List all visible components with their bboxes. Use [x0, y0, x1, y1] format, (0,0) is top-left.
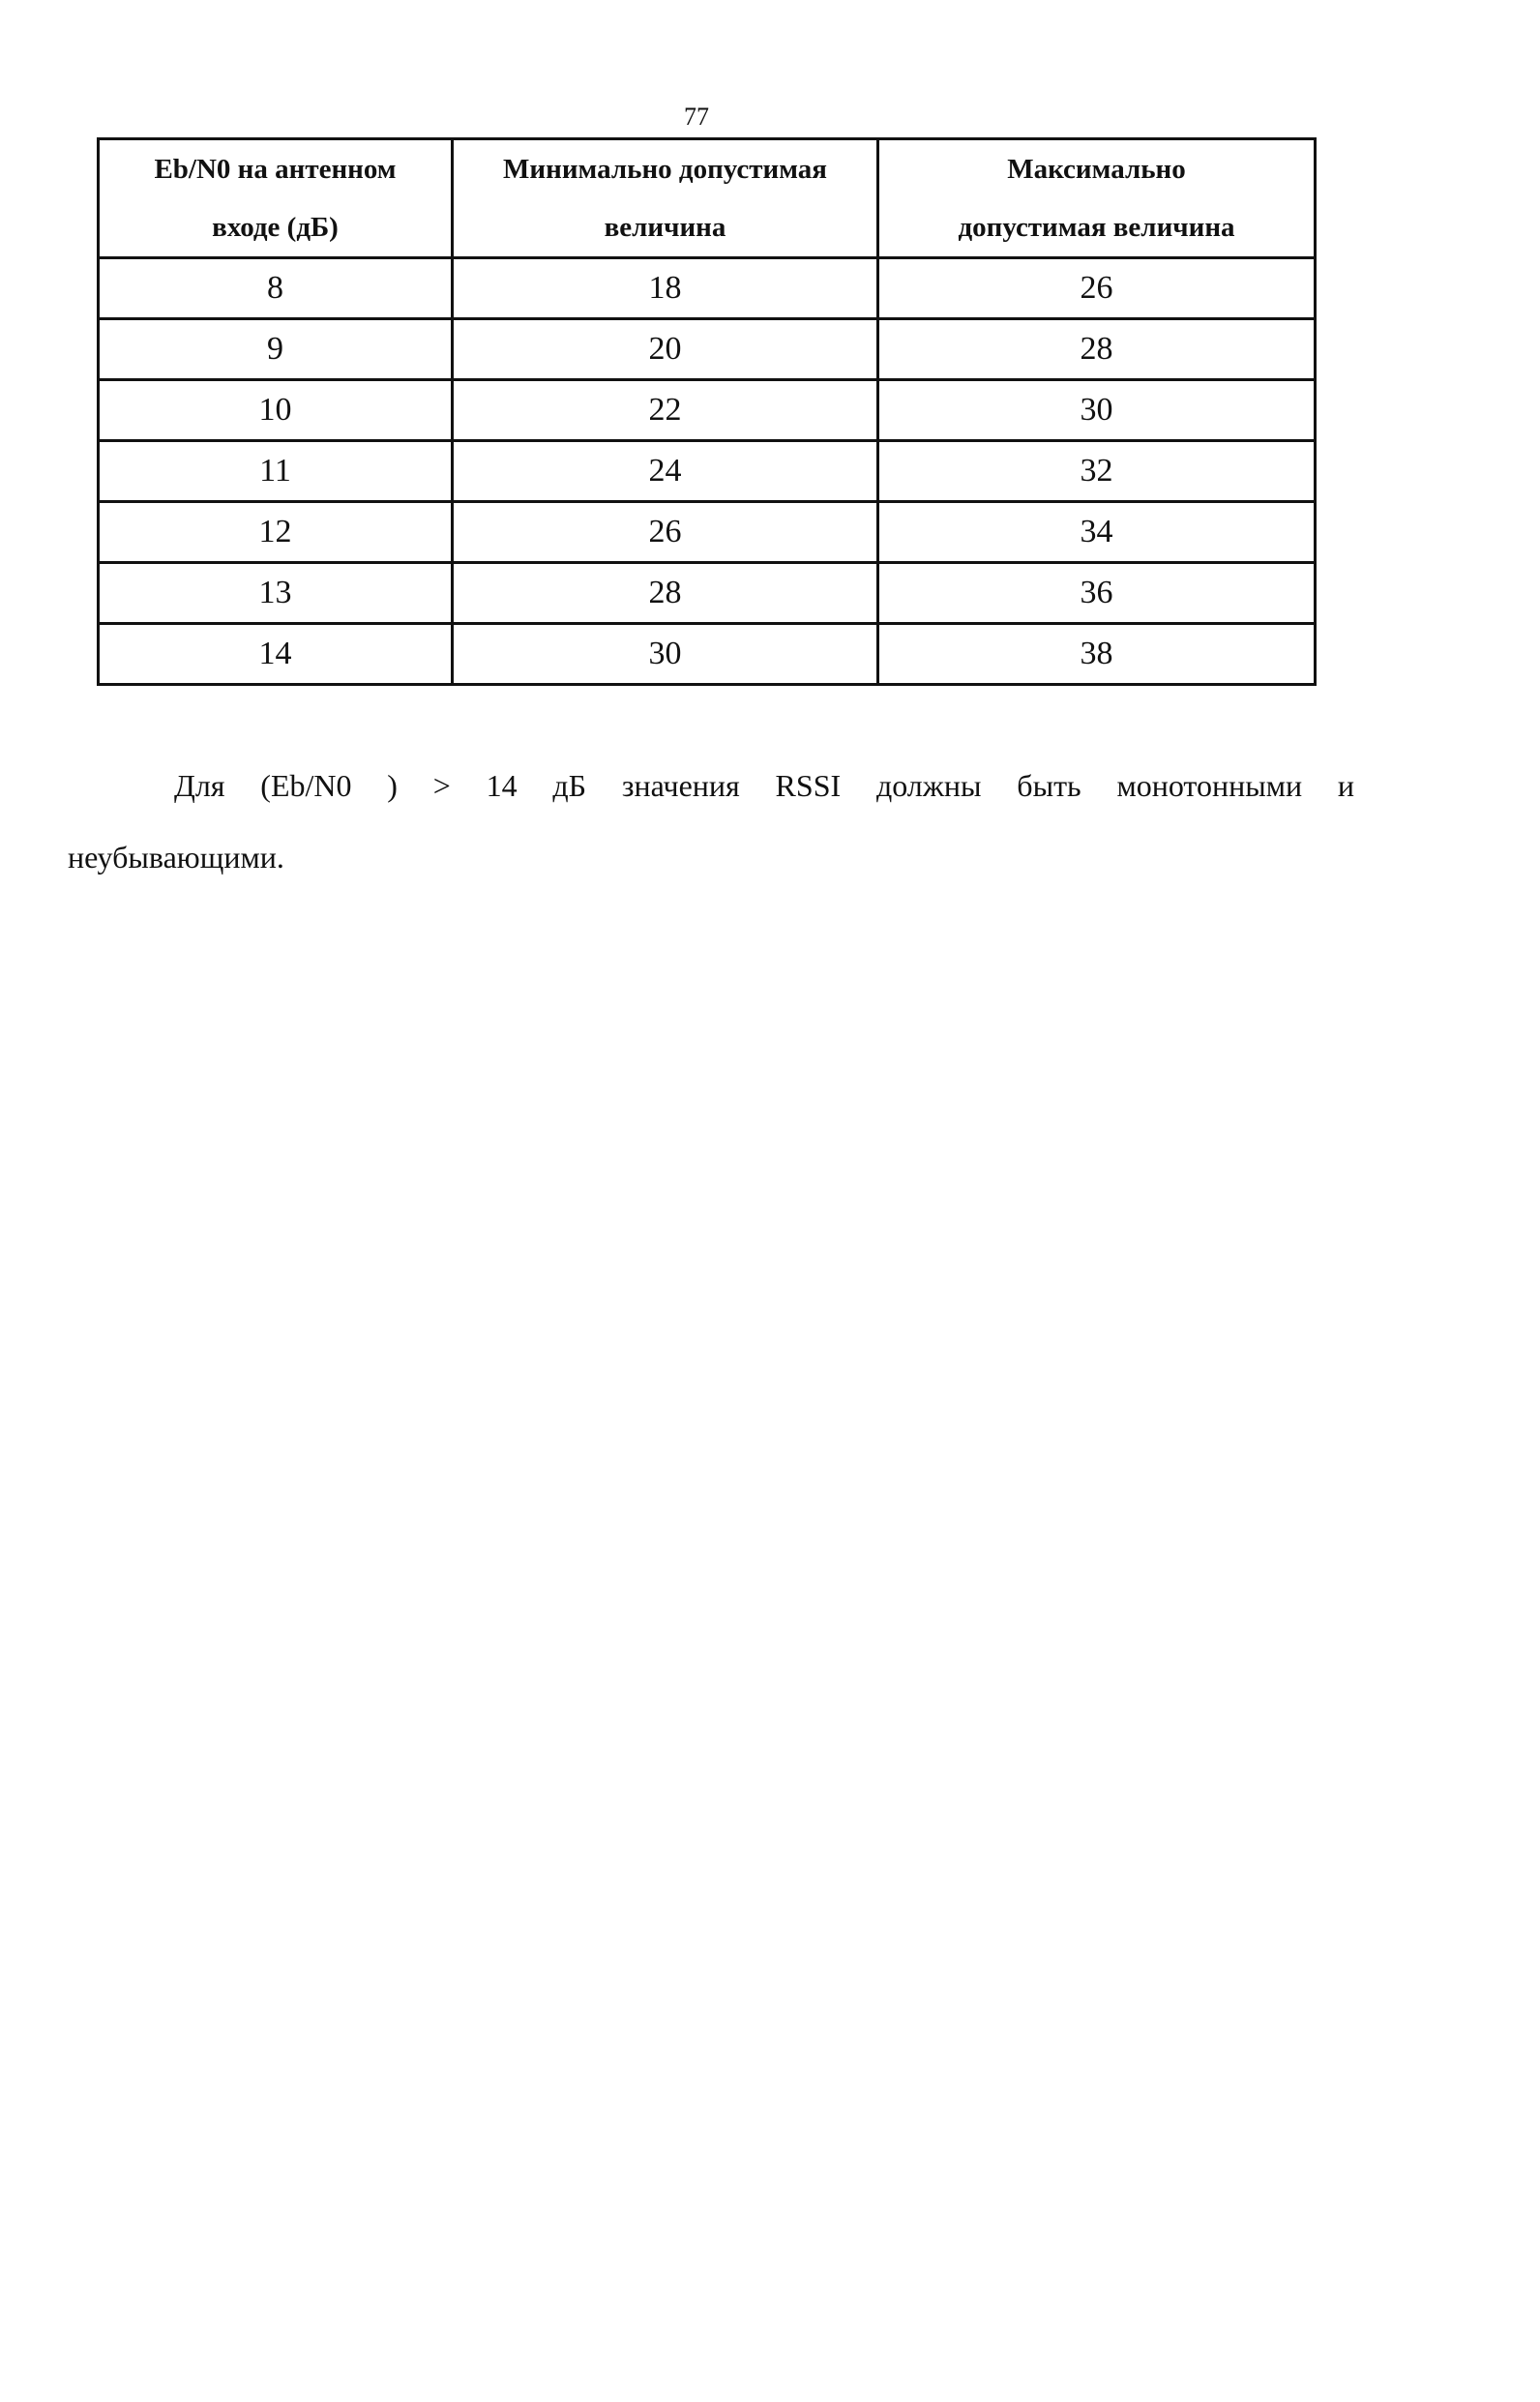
header-min: [453, 139, 878, 258]
header-max-line2: допустимая величина: [958, 212, 1235, 243]
header-ebn0-line1: Eb/N0 на антенном: [154, 154, 397, 185]
cell-min: 26: [453, 502, 878, 563]
cell-min: 28: [453, 563, 878, 624]
cell-ebn0: 14: [99, 624, 453, 685]
paragraph-line2: неубывающими.: [68, 840, 284, 875]
table-row: [99, 319, 1316, 380]
header-max-line1: Максимально: [1007, 154, 1186, 185]
table-row: [99, 441, 1316, 502]
header-min-line1: Минимально допустимая: [503, 154, 827, 185]
cell-ebn0: 8: [99, 258, 453, 319]
table-row: [99, 563, 1316, 624]
table-header-row: [99, 139, 1316, 258]
table-row: [99, 624, 1316, 685]
cell-ebn0: 13: [99, 563, 453, 624]
cell-min: 18: [453, 258, 878, 319]
cell-max: 36: [878, 563, 1316, 624]
header-min-line2: величина: [604, 212, 726, 243]
cell-ebn0: 12: [99, 502, 453, 563]
cell-min: 30: [453, 624, 878, 685]
cell-ebn0: 11: [99, 441, 453, 502]
cell-max: 26: [878, 258, 1316, 319]
cell-max: 34: [878, 502, 1316, 563]
page-number: 77: [684, 103, 709, 131]
header-max: [878, 139, 1316, 258]
rssi-table: [97, 137, 1317, 686]
cell-max: 32: [878, 441, 1316, 502]
cell-max: 38: [878, 624, 1316, 685]
cell-ebn0: 9: [99, 319, 453, 380]
cell-ebn0: 10: [99, 380, 453, 441]
cell-max: 28: [878, 319, 1316, 380]
cell-min: 24: [453, 441, 878, 502]
table-row: [99, 380, 1316, 441]
table-row: [99, 502, 1316, 563]
table-row: [99, 258, 1316, 319]
cell-max: 30: [878, 380, 1316, 441]
cell-min: 20: [453, 319, 878, 380]
paragraph-line1: Для (Eb/N0 ) > 14 дБ значения RSSI должны быть монотонными и: [174, 768, 1354, 803]
header-ebn0: [99, 139, 453, 258]
header-ebn0-line2: входе (дБ): [212, 212, 339, 243]
cell-min: 22: [453, 380, 878, 441]
